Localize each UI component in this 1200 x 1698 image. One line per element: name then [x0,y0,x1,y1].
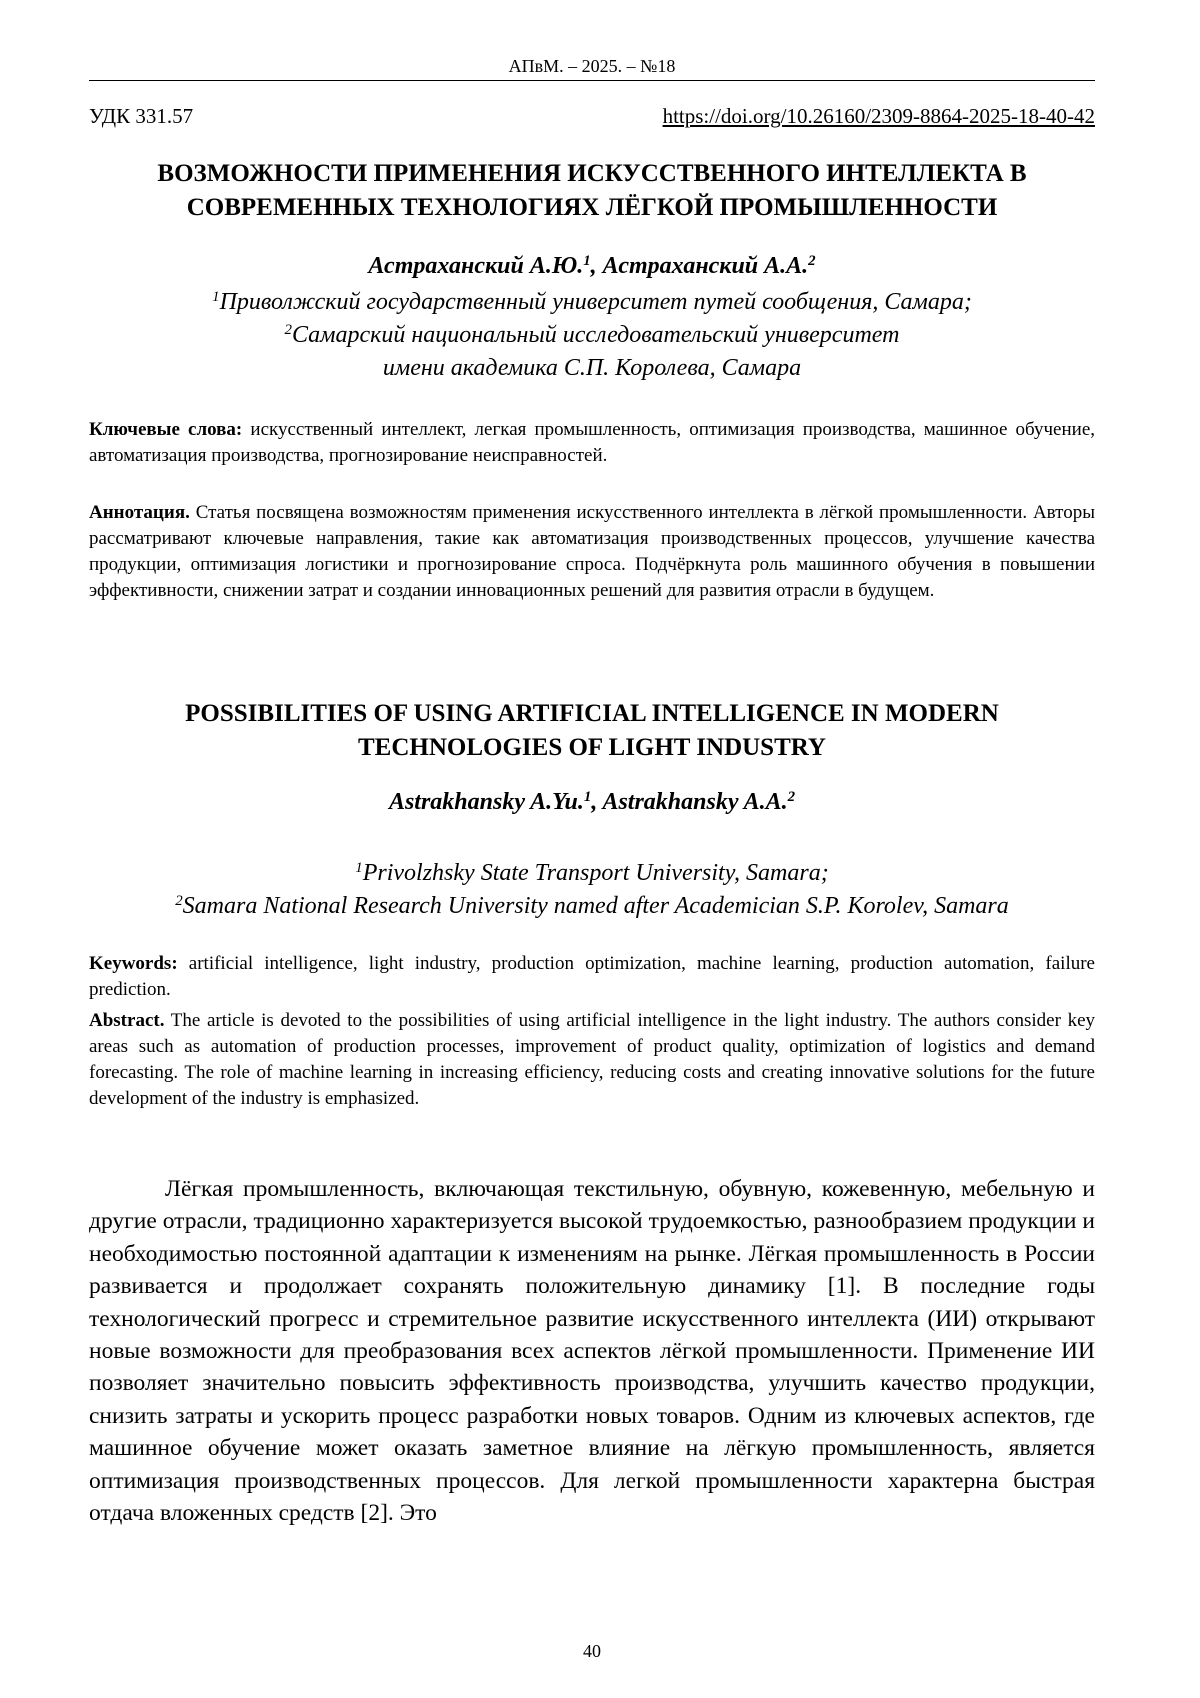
author-separator: , [590,253,603,279]
affiliation-1-text-en: Privolzhsky State Transport University, Samara; [362,860,829,886]
doi-link[interactable]: https://doi.org/10.26160/2309-8864-2025-18-40-42 [662,104,1095,128]
affiliations-ru [89,286,1095,385]
author-1-name-en: Astrakhansky A.Yu. [388,789,584,815]
keywords-label-ru: Ключевые слова: [89,419,243,440]
title-ru-line-2: СОВРЕМЕННЫХ ТЕХНОЛОГИЯХ ЛЁГКОЙ ПРОМЫШЛЕННОСТИ [186,194,998,221]
affiliations-en [89,857,1095,923]
abstract-text-en: The article is devoted to the possibilities of using artificial intelligence in the light industry. The authors consider key areas such as automation of production processes, improvement of product quality, optimization of logistics and demand forecasting. The role of machine learning in increasing efficiency, reducing costs and creating innovative solutions for the future development of the industry is emphasized. [89,1010,1095,1109]
title-ru-line-1: ВОЗМОЖНОСТИ ПРИМЕНЕНИЯ ИСКУССТВЕННОГО ИНТЕЛЛЕКТА В [157,160,1027,187]
keywords-text-en: artificial intelligence, light industry, production optimization, machine learning, production automation, failure prediction. [89,953,1095,1000]
affiliation-2-text-line-2: имени академика С.П. Королева, Самара [382,355,802,381]
affiliation-2-ru [89,319,1095,352]
running-header: АПвМ. – 2025. – №18 [89,56,1095,81]
udk-code: УДК 331.57 [89,104,194,128]
author-1-affil-mark: 1 [583,252,591,269]
affiliation-2-en [89,890,1095,923]
abstract-ru [89,500,1095,604]
affiliation-2-mark: 2 [284,321,292,338]
affiliation-1-mark: 1 [212,288,220,305]
title-en-line-2: TECHNOLOGIES OF LIGHT INDUSTRY [358,734,826,761]
author-1-name: Астраханский А.Ю. [368,253,584,279]
title-en-line-1: POSSIBILITIES OF USING ARTIFICIAL INTELLIGENCE IN MODERN [185,700,999,727]
author-2-affil-mark-en: 2 [787,788,796,805]
affiliation-1-en [89,857,1095,890]
affiliation-2-text-line-1: Самарский национальный исследовательский университет [291,322,900,348]
affiliation-1-mark-en: 1 [355,859,363,876]
article-title-en [89,697,1095,765]
page-number: 40 [583,1641,601,1661]
abstract-label-en: Abstract. [89,1010,165,1031]
author-separator-en: , [591,789,603,815]
article-title-ru [89,157,1095,225]
authors-ru [89,253,1095,280]
affiliation-2-mark-en: 2 [175,892,183,909]
keywords-en [89,951,1095,1003]
body-paragraph: Лёгкая промышленность, включающая текстильную, обувную, кожевенную, мебельную и другие отрасли, традиционно характеризуется высокой трудоемкостью, разнообразием продукции и необходимостью постоянной адаптации к изменениям на рынке. Лёгкая промышленность в России развивается и продолжает сохранять положительную динамику [1]. В последние годы технологический прогресс и стремительное развитие искусственного интеллекта (ИИ) открывают новые возможности для преобразования всех аспектов лёгкой промышленности. Применение ИИ позволяет значительно повысить эффективность производства, улучшить качество продукции, снизить затраты и ускорить процесс разработки новых товаров. Одним из ключевых аспектов, где машинное обучение может оказать заметное влияние на лёгкую промышленность, является оптимизация производственных процессов. Для легкой промышленности характерна быстрая отдача вложенных средств [2]. Это [89,1176,1095,1527]
keywords-ru [89,417,1095,469]
authors-en [89,789,1095,816]
author-2-affil-mark: 2 [808,252,816,269]
affiliation-2-text-en: Samara National Research University named after Academician S.P. Korolev, Samara [182,893,1009,919]
abstract-en [89,1008,1095,1112]
affiliation-1-text: Приволжский государственный университет путей сообщения, Самара; [219,289,972,315]
abstract-label-ru: Аннотация. [89,502,190,523]
author-2-name-en: Astrakhansky A.A. [602,789,788,815]
affiliation-1-ru [89,286,1095,319]
keywords-text-ru: искусственный интеллект, легкая промышленность, оптимизация производства, машинное обучение, автоматизация производства, прогнозирование неисправностей. [89,419,1096,466]
author-2-name: Астраханский А.А. [602,253,809,279]
keywords-label-en: Keywords: [89,953,178,974]
author-1-affil-mark-en: 1 [583,788,592,805]
abstract-text-ru: Статья посвящена возможностям применения искусственного интеллекта в лёгкой промышленности. Авторы рассматривают ключевые направления, такие как автоматизация производственных процессов, улучшение качества продукции, оптимизация логистики и прогнозирование спроса. Подчёркнута роль машинного обучения в повышении эффективности, снижении затрат и создании инновационных решений для развития отрасли в будущем. [89,502,1095,601]
article-meta [89,104,1095,129]
